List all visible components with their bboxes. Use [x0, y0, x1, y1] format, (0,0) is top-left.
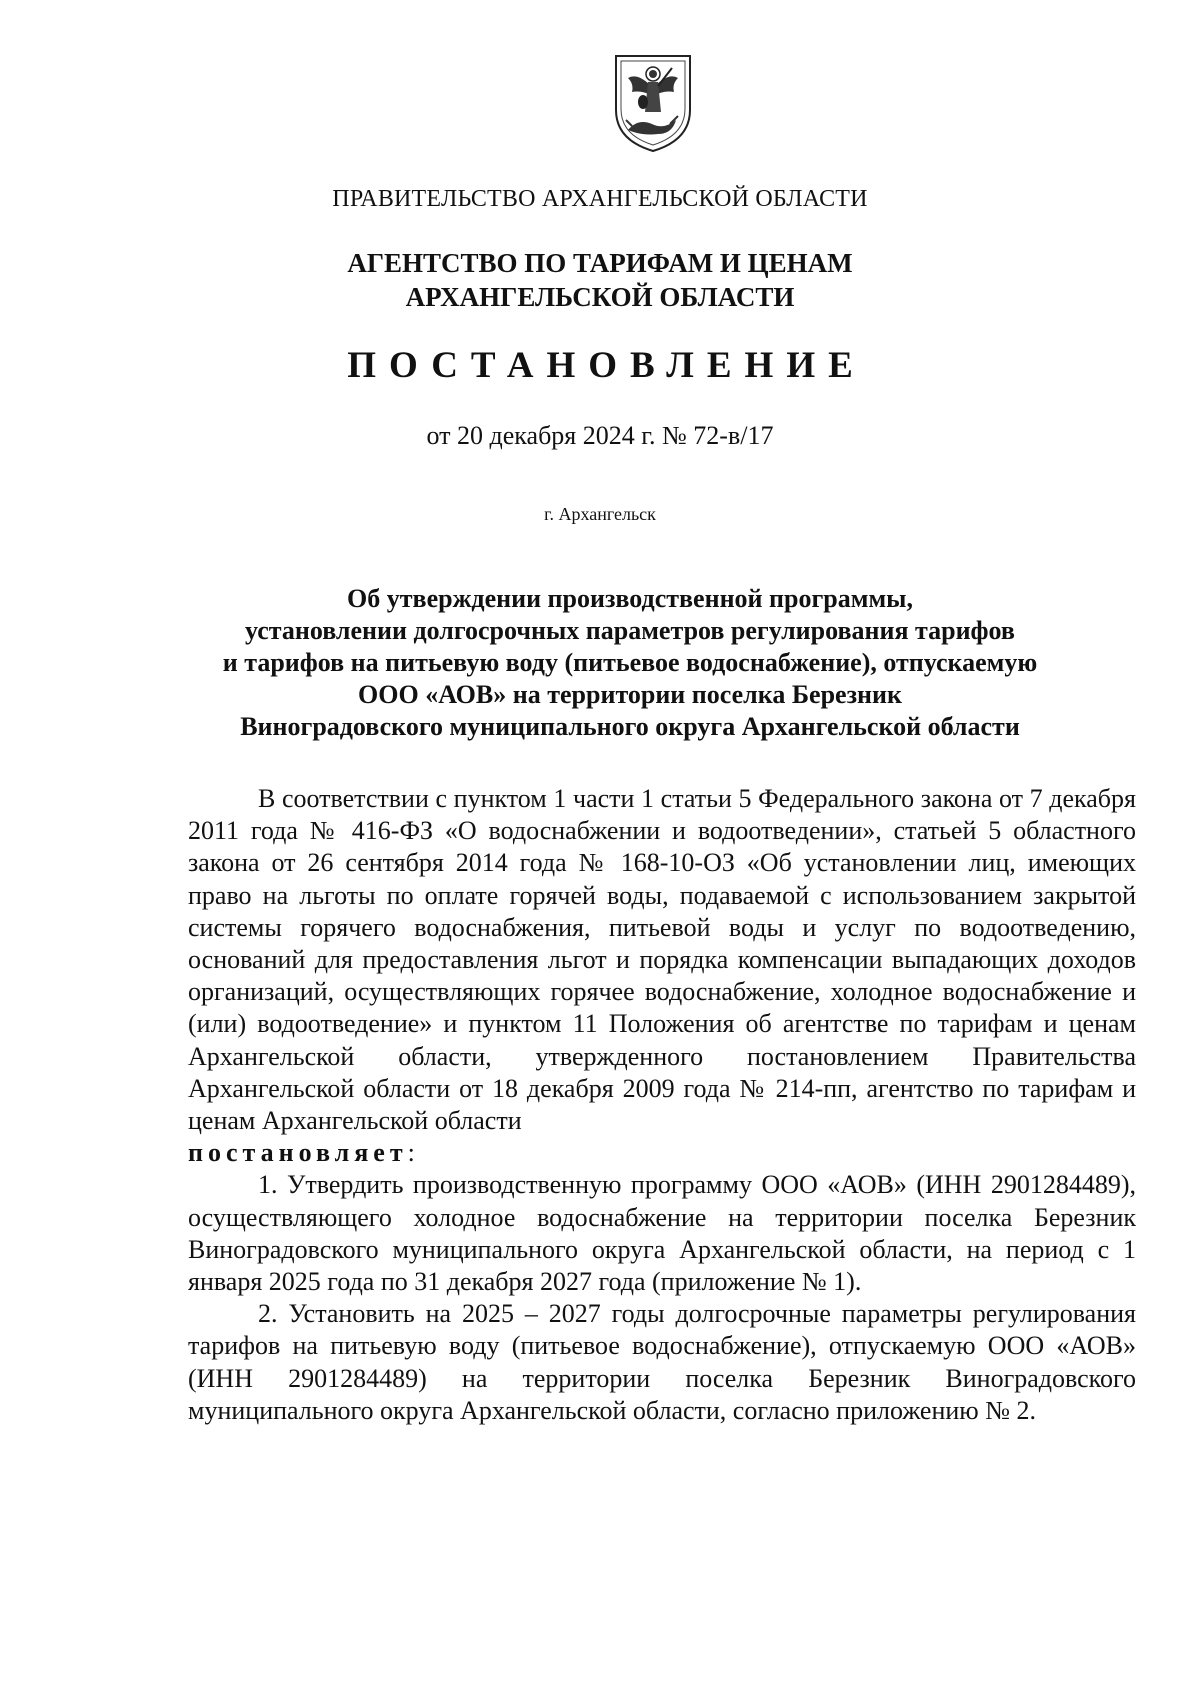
document-city: г. Архангельск — [544, 504, 656, 524]
title-line: ООО «АОВ» на территории поселка Березник — [358, 680, 902, 709]
item-1-paragraph: 1. Утвердить производственную программу ООО «АОВ» (ИНН 2901284489), осуществляющего холодное водоснабжение на территории поселка Березник Виноградовского муниципального округа Архангельской области, на период с 1 января 2025 года по 31 декабря 2027 года (приложение № 1). — [188, 1170, 1136, 1297]
decree-line — [188, 1137, 1136, 1169]
preamble-paragraph: В соответствии с пунктом 1 части 1 статьи 5 Федерального закона от 7 декабря 2011 года № 416-ФЗ «О водоснабжении и водоотведении», статьей 5 областного закона от 26 сентября 2014 года № 168-10-ОЗ «Об установлении лиц, имеющих право на льготы по оплате горячей воды, подаваемой с использованием закрытой системы горячего водоснабжения, питьевой воды и услуг по водоотведению, оснований для предоставления льгот и порядка компенсации выпадающих доходов организаций, осуществляющих горячее водоснабжение, холодное водоснабжение и (или) водоотведение» и пунктом 11 Положения об агентстве по тарифам и ценам Архангельской области, утвержденного постановлением Правительства Архангельской области от 18 декабря 2009 года № 214-пп, агентство по тарифам и ценам Архангельской области — [188, 784, 1136, 1136]
document-type: ПОСТАНОВЛЕНИЕ — [347, 345, 866, 386]
document-title — [150, 583, 1110, 743]
agency-name — [0, 246, 1200, 314]
title-line: установлении долгосрочных параметров регулирования тарифов — [245, 616, 1015, 645]
government-name: ПРАВИТЕЛЬСТВО АРХАНГЕЛЬСКОЙ ОБЛАСТИ — [332, 186, 868, 212]
agency-name-line: АГЕНТСТВО ПО ТАРИФАМ И ЦЕНАМ — [347, 248, 853, 278]
title-line: и тарифов на питьевую воду (питьевое водоснабжение), отпускаемую — [222, 648, 1038, 677]
title-line: Виноградовского муниципального округа Архангельской области — [240, 712, 1020, 741]
document-date-number: от 20 декабря 2024 г. № 72-в/17 — [426, 421, 774, 450]
title-line: Об утверждении производственной программы, — [347, 584, 913, 613]
decree-word: постановляет — [188, 1138, 408, 1168]
coat-of-arms-icon — [612, 52, 694, 154]
item-2-paragraph: 2. Установить на 2025 – 2027 годы долгосрочные параметры регулирования тарифов на питьевую воду (питьевое водоснабжение), отпускаемую ООО «АОВ» (ИНН 2901284489) на территории поселка Березник Виноградовского муниципального округа Архангельской области, согласно приложению № 2. — [188, 1299, 1136, 1425]
document-body — [188, 783, 1136, 1427]
decree-colon: : — [407, 1138, 415, 1168]
agency-name-line: АРХАНГЕЛЬСКОЙ ОБЛАСТИ — [405, 282, 795, 312]
